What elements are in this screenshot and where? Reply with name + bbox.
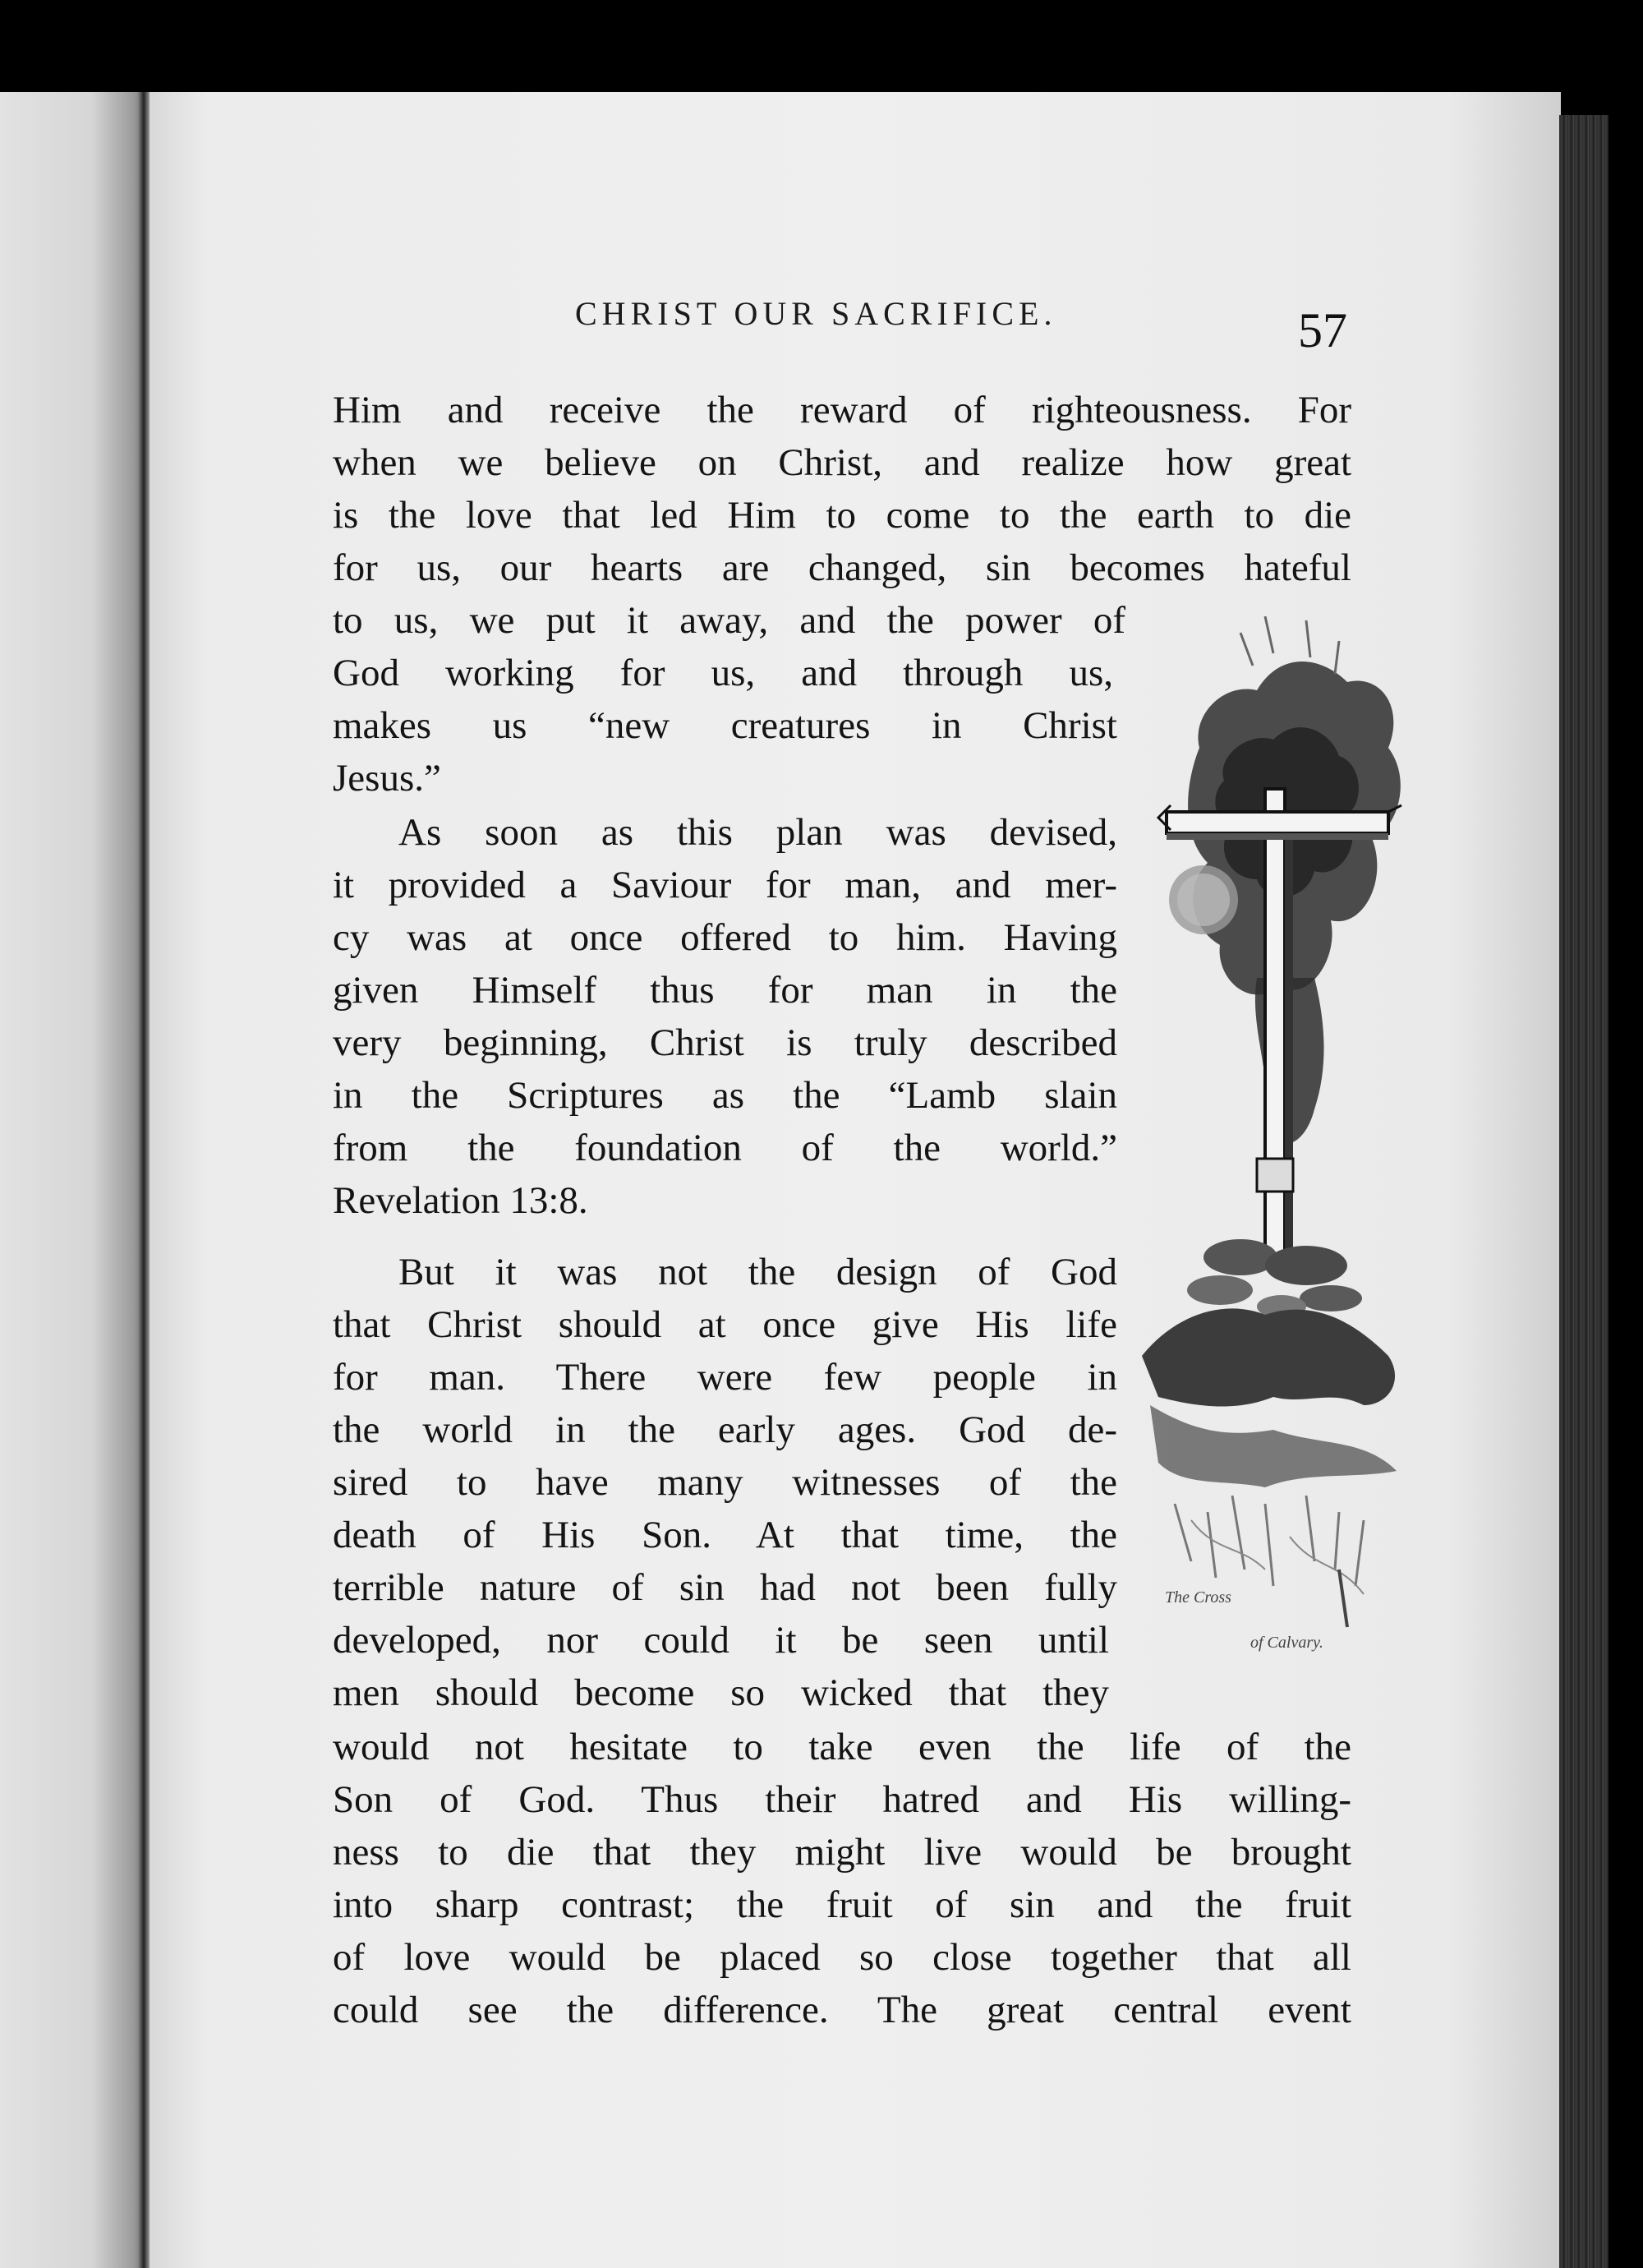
- body-line: given Himself thus for man in the: [333, 969, 1117, 1012]
- body-line: sired to have many witnesses of the: [333, 1461, 1117, 1504]
- body-line: when we believe on Christ, and realize how great: [333, 441, 1351, 484]
- body-line: could see the difference. The great central event: [333, 1989, 1351, 2031]
- body-line: of love would be placed so close together that all: [333, 1936, 1351, 1979]
- body-line: Son of God. Thus their hatred and His willing-: [333, 1778, 1351, 1821]
- body-line: Him and receive the reward of righteousness. For: [333, 389, 1351, 431]
- body-line: for man. There were few people in: [333, 1356, 1117, 1399]
- body-line: would not hesitate to take even the life of the: [333, 1726, 1351, 1768]
- body-line: death of His Son. At that time, the: [333, 1514, 1117, 1556]
- body-line: it provided a Saviour for man, and mer-: [333, 864, 1117, 906]
- body-line: ness to die that they might live would be brought: [333, 1831, 1351, 1874]
- body-line: to us, we put it away, and the power of: [333, 599, 1125, 642]
- page-stack-edge: [1559, 115, 1608, 2268]
- illustration-caption-line2: of Calvary.: [1250, 1634, 1323, 1652]
- body-line: developed, nor could it be seen until: [333, 1619, 1109, 1662]
- body-line: for us, our hearts are changed, sin becomes hateful: [333, 546, 1351, 589]
- body-line: is the love that led Him to come to the earth to die: [333, 494, 1351, 537]
- body-line: men should become so wicked that they: [333, 1671, 1109, 1714]
- paragraph-start-line: As soon as this plan was devised,: [398, 811, 1117, 854]
- page-number: 57: [1298, 303, 1347, 357]
- body-line: cy was at once offered to him. Having: [333, 916, 1117, 959]
- body-line: God working for us, and through us,: [333, 652, 1113, 694]
- running-head: CHRIST OUR SACRIFICE.: [575, 295, 1057, 332]
- facing-page-edge: [0, 92, 152, 2268]
- book-gutter: [138, 92, 150, 2268]
- body-line: makes us “new creatures in Christ: [333, 704, 1117, 747]
- body-line: terrible nature of sin had not been fully: [333, 1566, 1117, 1609]
- illustration-caption-line1: The Cross: [1165, 1588, 1231, 1606]
- body-line: that Christ should at once give His life: [333, 1303, 1117, 1346]
- body-line: Jesus.”: [333, 757, 441, 800]
- paragraph-start-line: But it was not the design of God: [398, 1251, 1117, 1293]
- body-line: into sharp contrast; the fruit of sin and the fruit: [333, 1883, 1351, 1926]
- body-line: from the foundation of the world.”: [333, 1127, 1117, 1169]
- body-line: in the Scriptures as the “Lamb slain: [333, 1074, 1117, 1117]
- body-line: very beginning, Christ is truly described: [333, 1021, 1117, 1064]
- body-line: the world in the early ages. God de-: [333, 1408, 1117, 1451]
- cross-illustration: [1142, 616, 1413, 1685]
- body-line: Revelation 13:8.: [333, 1179, 588, 1222]
